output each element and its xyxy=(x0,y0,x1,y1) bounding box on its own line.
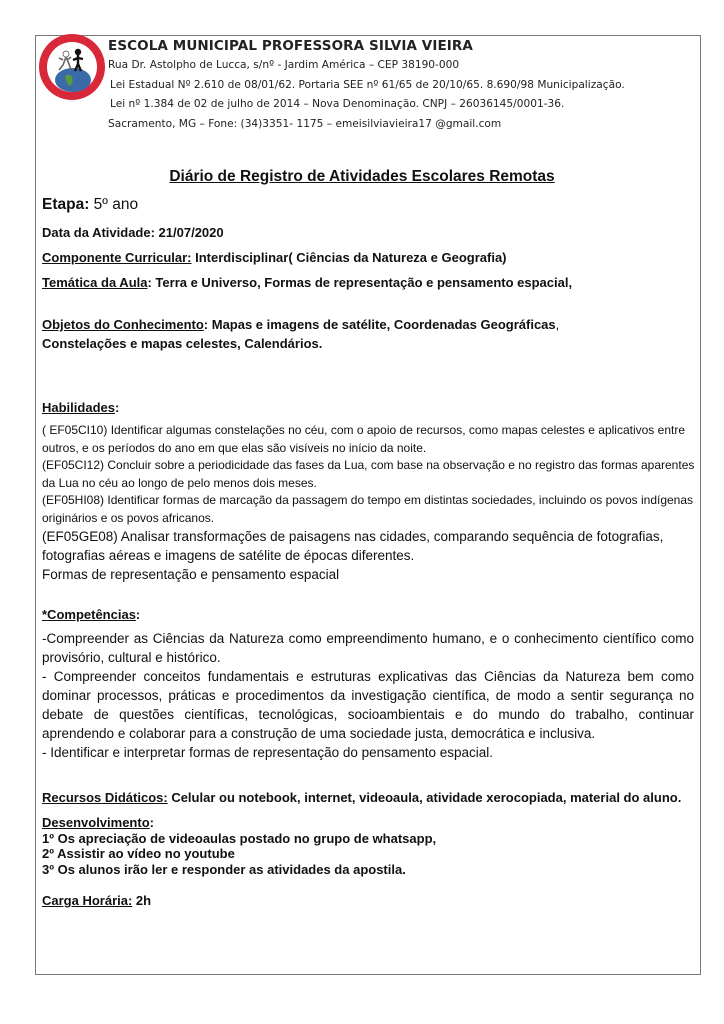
etapa-field xyxy=(42,195,698,215)
competencias-heading: *Competências: xyxy=(42,607,141,622)
carga-horaria-value: 2h xyxy=(132,893,152,908)
desenvolvimento-step: 1º Os apreciação de videoaulas postado no grupo de whatsapp, xyxy=(42,830,437,846)
document-body xyxy=(42,168,698,909)
habilidades-heading: Habilidades: xyxy=(42,400,120,415)
document-title: Diário de Registro de Atividades Escolares Remotas xyxy=(169,168,555,185)
data-atividade-value: 21/07/2020 xyxy=(158,225,224,240)
carga-horaria-field xyxy=(42,893,698,909)
tematica-label: Temática da Aula xyxy=(42,275,148,290)
componente-label: Componente Curricular: xyxy=(42,250,192,265)
competencia-item: - Identificar e interpretar formas de representação do pensamento espacial. xyxy=(42,745,493,760)
competencias-label: *Competências xyxy=(42,607,136,622)
recursos-label: Recursos Didáticos: xyxy=(42,790,168,805)
competencia-item: -Compreender as Ciências da Natureza como empreendimento humano, e o conhecimento científico como provisório, cultural e histórico. xyxy=(42,631,694,665)
objetos-line2: Constelações e mapas celestes, Calendários. xyxy=(42,336,323,351)
desenvolvimento-step: 3º Os alunos irão ler e responder as atividades da apostila. xyxy=(42,861,406,877)
habilidade-item: (EF05CI12) Concluir sobre a periodicidade das fases da Lua, com base na observação e no registro das formas aparentes da Lua no céu ao longo de pelo menos dois meses. xyxy=(42,458,695,490)
tematica-value: : Terra e Universo, Formas de representação e pensamento espacial, xyxy=(147,275,573,290)
school-emblem-icon xyxy=(37,32,107,102)
competencia-item: - Compreender conceitos fundamentais e estruturas explicativas das Ciências da Natureza bem como dominar processos, práticas e procedimentos da investigação científica, de modo a sentir segurança no debate de questões científicas, tecnológicas, socioambientais e do mundo do trabalho, continuar aprendendo e colaborar para a construção de uma sociedade justa, democrática e inclusiva. xyxy=(42,669,694,741)
objetos-line1: : Mapas e imagens de satélite, Coordenadas Geográficas xyxy=(203,317,556,332)
recursos-field xyxy=(42,784,694,811)
habilidade-item: ( EF05CI10) Identificar algumas constelações no céu, com o apoio de recursos, como mapas celestes e aplicativos entre outros, e os períodos do ano em que elas são visíveis no início da noite. xyxy=(42,423,685,455)
desenvolvimento-label: Desenvolvimento xyxy=(42,815,150,830)
habilidade-item: (EF05GE08) Analisar transformações de paisagens nas cidades, comparando sequência de fotografias, fotografias aéreas e imagens de satélite de épocas diferentes. xyxy=(42,529,664,563)
objetos-label: Objetos do Conhecimento xyxy=(42,317,204,332)
etapa-label: Etapa: xyxy=(42,196,90,213)
school-contact-line: Sacramento, MG – Fone: (34)3351- 1175 – emeisilviavieira17 @gmail.com xyxy=(108,117,502,130)
habilidade-item: (EF05HI08) Identificar formas de marcação da passagem do tempo em distintas sociedades, incluindo os povos indígenas originários e os povos africanos. xyxy=(42,493,694,525)
desenvolvimento-step: 2º Assistir ao vídeo no youtube xyxy=(42,846,235,861)
desenvolvimento-steps xyxy=(42,831,698,878)
school-name: ESCOLA MUNICIPAL PROFESSORA SILVIA VIEIRA xyxy=(108,38,473,54)
school-address: Rua Dr. Astolpho de Lucca, s/nº - Jardim América – CEP 38190-000 xyxy=(108,59,460,71)
desenvolvimento-heading: Desenvolvimento: xyxy=(42,815,154,830)
objetos-field: Objetos do Conhecimento: Mapas e imagens de satélite, Coordenadas Geográficas, Constelações e mapas celestes, Calendários. xyxy=(42,317,560,351)
carga-horaria-label: Carga Horária: xyxy=(42,893,133,908)
school-law-line: Lei Estadual Nº 2.610 de 08/01/62. Portaria SEE nº 61/65 de 20/10/65. 8.690/98 Municipalização. xyxy=(110,78,625,91)
data-atividade-field xyxy=(42,224,698,241)
tematica-field xyxy=(42,274,698,291)
habilidades-label: Habilidades xyxy=(42,400,115,415)
habilidades-list xyxy=(42,422,698,527)
school-header xyxy=(108,36,698,134)
etapa-value: 5º ano xyxy=(89,196,139,213)
habilidade-item: Formas de representação e pensamento espacial xyxy=(42,567,340,582)
componente-value: Interdisciplinar( Ciências da Natureza e Geografia) xyxy=(191,250,507,265)
data-atividade-label: Data da Atividade: xyxy=(42,225,159,240)
competencias-list xyxy=(42,629,694,762)
school-denomination-line: Lei nº 1.384 de 02 de julho de 2014 – Nova Denominação. CNPJ – 26036145/0001-36. xyxy=(110,98,565,110)
recursos-value: Celular ou notebook, internet, videoaula, atividade xerocopiada, material do aluno. xyxy=(167,790,682,805)
habilidades-list-large xyxy=(42,527,698,584)
componente-field xyxy=(42,249,698,266)
